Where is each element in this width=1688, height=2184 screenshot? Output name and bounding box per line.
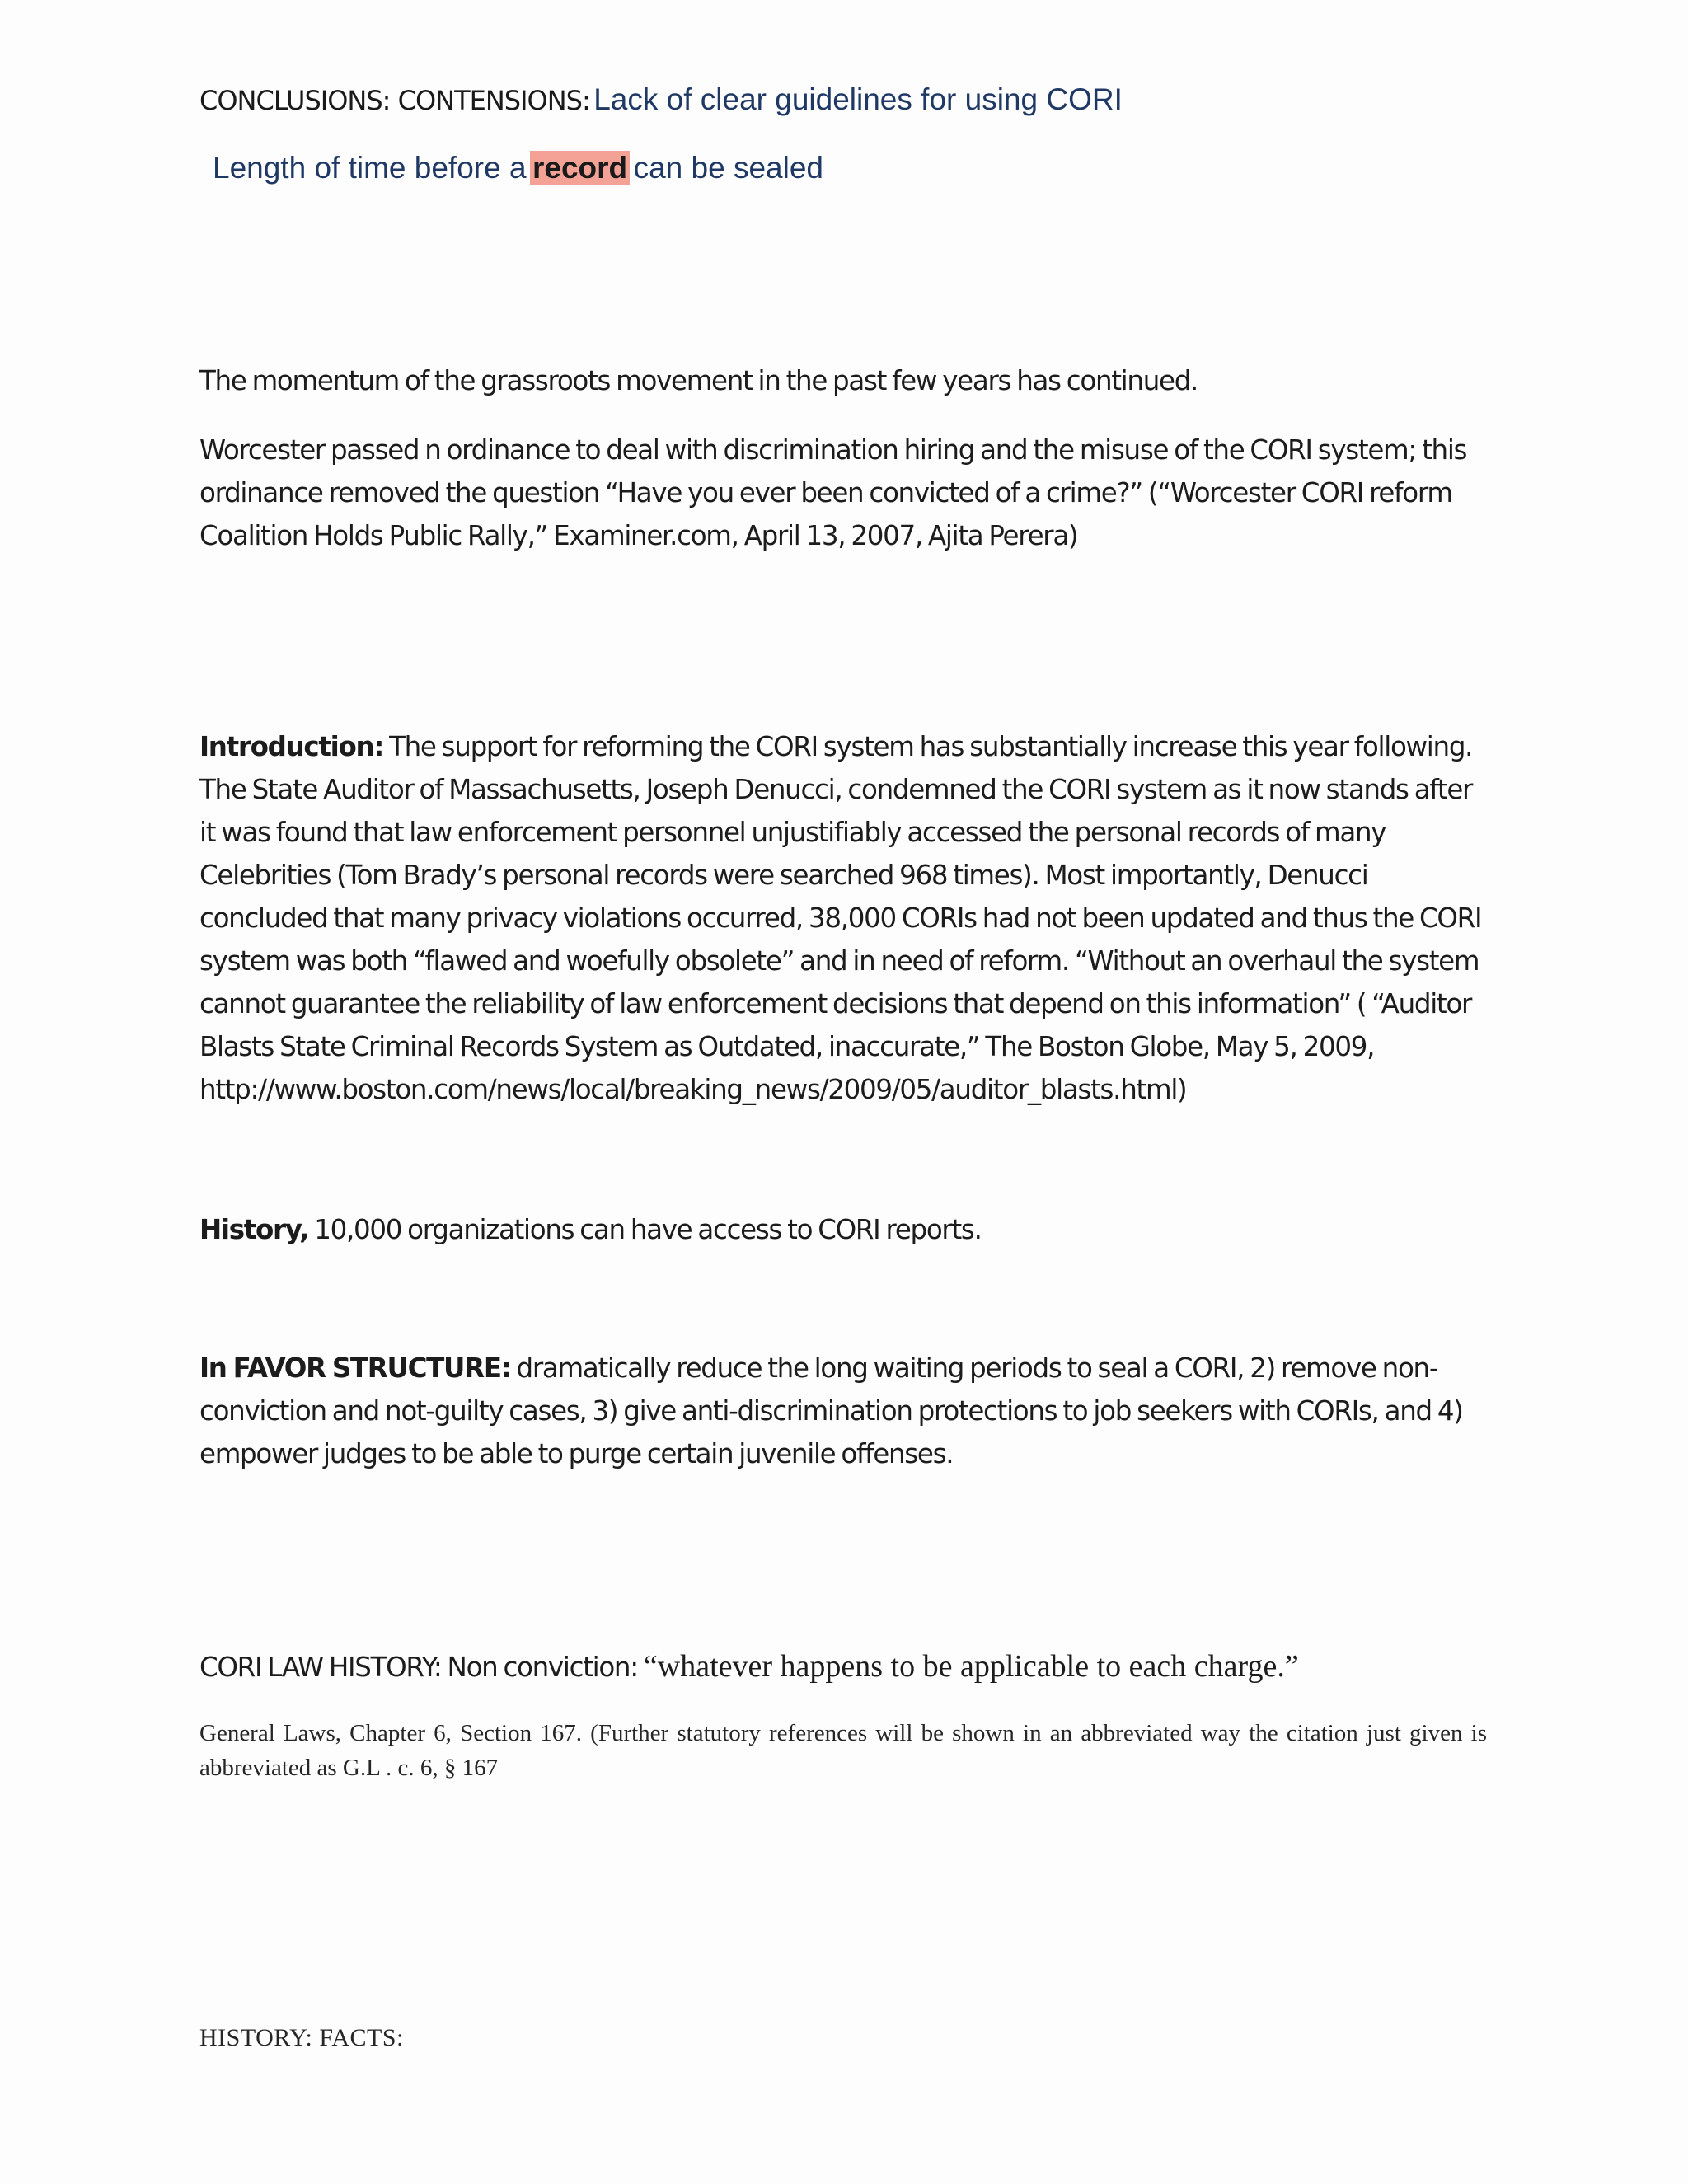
contention-text-after: can be sealed <box>633 151 824 185</box>
contention-text-before: Length of time before a <box>213 151 527 185</box>
history-label: History, <box>199 1214 309 1245</box>
favor-text: dramatically reduce the long waiting periods to seal a CORI, 2) remove non-conviction and not-guilty cases, 3) give anti-discrimination protections to job seekers with CORIs, and 4) empower judges to be able to purge certain juvenile offenses. <box>199 1352 1463 1469</box>
favor-label: In FAVOR STRUCTURE: <box>199 1352 511 1384</box>
momentum-paragraph: The momentum of the grassroots movement in the past few years has continued. <box>199 365 1198 396</box>
contention-sealing-time <box>213 151 1507 185</box>
cori-law-label: CORI LAW HISTORY: Non conviction: <box>199 1652 638 1683</box>
contention-lack-of-guidelines: Lack of clear guidelines for using CORI <box>593 82 1123 116</box>
cori-law-quote: “whatever happens to be applicable to each charge.” <box>643 1649 1299 1684</box>
history-facts-heading: HISTORY: FACTS: <box>199 2024 404 2051</box>
introduction-text: The support for reforming the CORI system has substantially increase this year following. The State Auditor of Massachusetts, Joseph Denucci, condemned the CORI system as it now stands after it was found that law enforcement personnel unjustifiably accessed the personal records of many Celebrities (Tom Brady’s personal records were searched 968 times). Most importantly, Denucci concluded that many privacy violations occurred, 38,000 CORIs had not been updated and thus the CORI system was both “flawed and woefully obsolete” and in need of reform. “Without an overhaul the system cannot guarantee the reliability of law enforcement decisions that depend on this information” ( “Auditor Blasts State Criminal Records System as Outdated, inaccurate,” The Boston Globe, May 5, 2009, http://www.boston.com/news/local/breaking_news/2009/05/auditor_blasts.html) <box>199 731 1482 1105</box>
conclusions-label: CONCLUSIONS: CONTENSIONS: <box>199 85 590 116</box>
introduction-paragraph <box>199 725 1493 1111</box>
history-paragraph <box>199 1208 1493 1251</box>
history-text: 10,000 organizations can have access to CORI reports. <box>314 1214 982 1245</box>
statute-citation: General Laws, Chapter 6, Section 167. (Further statutory references will be shown in an abbreviated way the citation just given is abbreviated as G.L . c. 6, § 167 <box>199 1720 1487 1781</box>
worcester-paragraph: Worcester passed n ordinance to deal with discrimination hiring and the misuse of the CORI system; this ordinance removed the question “Have you ever been convicted of a crime?” (“Worcester CORI reform Coalition Holds Public Rally,” Examiner.com, April 13, 2007, Ajita Perera) <box>199 434 1467 551</box>
introduction-label: Introduction: <box>199 731 384 762</box>
highlighted-word: record <box>530 151 630 185</box>
favor-paragraph <box>199 1347 1493 1475</box>
conclusions-heading <box>199 82 1493 117</box>
cori-law-history-line <box>199 1645 1493 1689</box>
